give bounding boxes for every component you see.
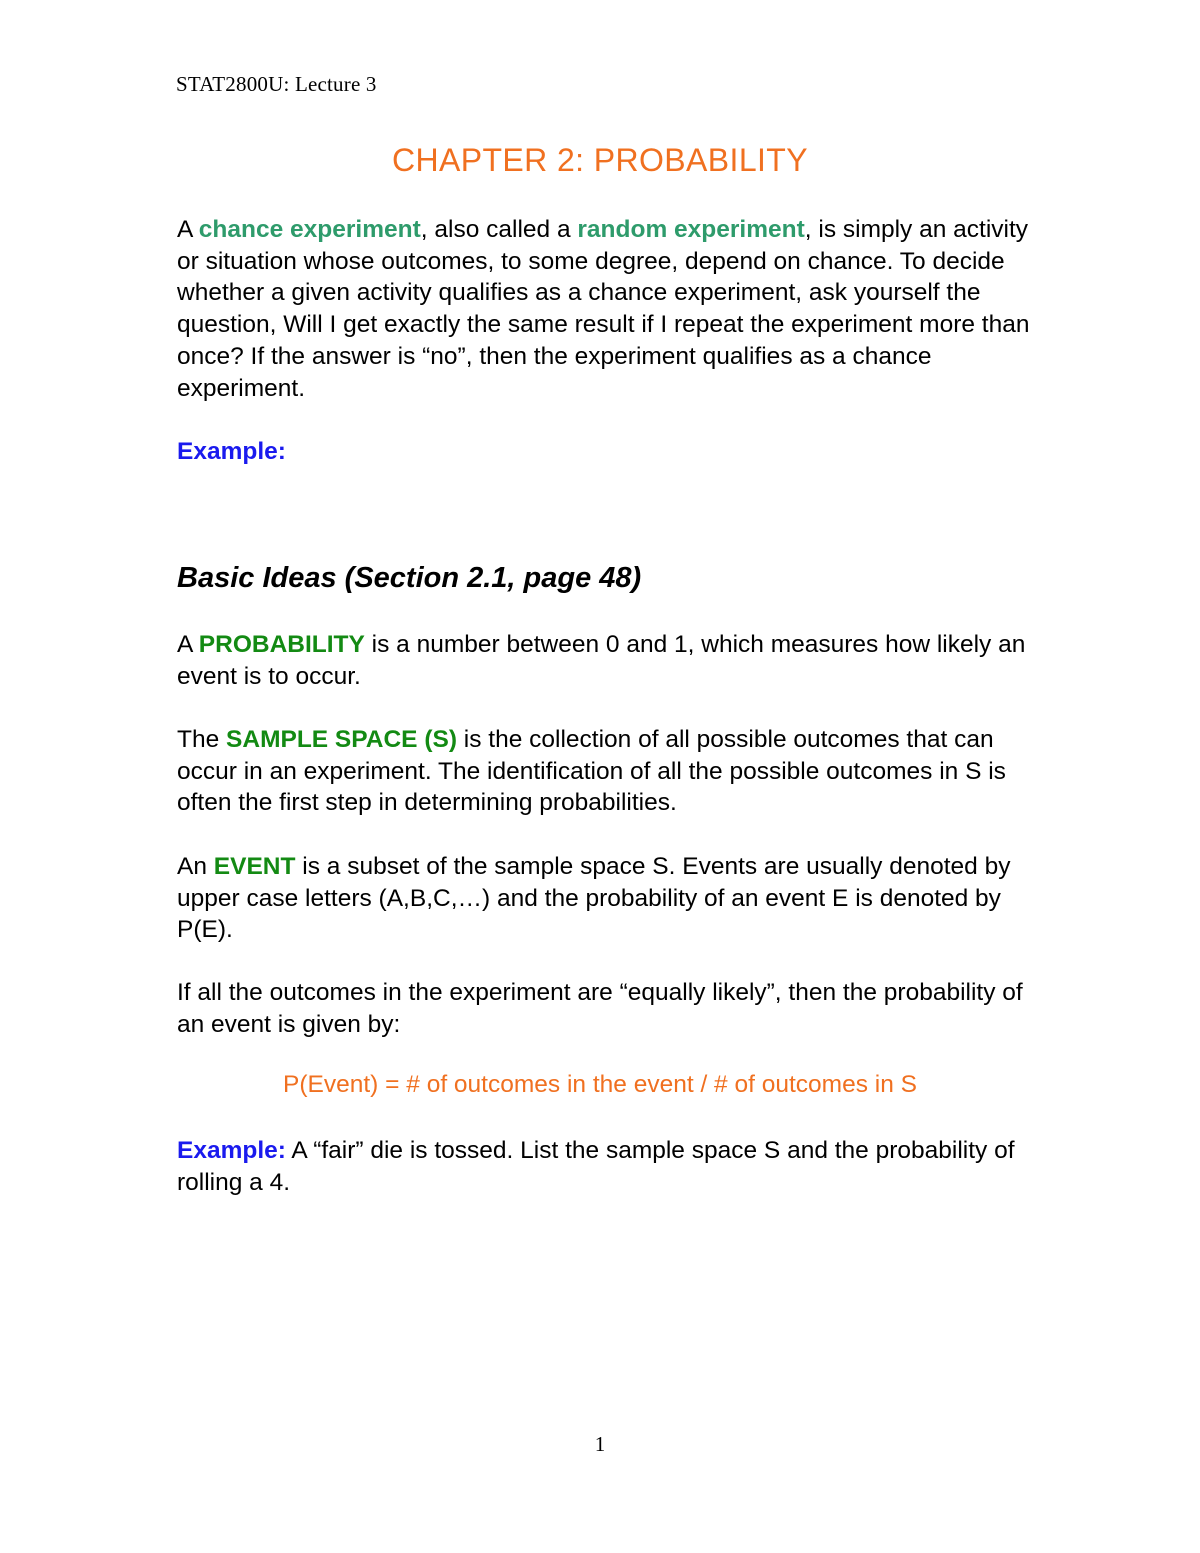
term-probability: PROBABILITY <box>198 631 365 658</box>
probability-text-1: A <box>177 631 199 658</box>
probability-formula: P(Event) = # of outcomes in the event / # of outcomes in S <box>283 1071 917 1098</box>
example-1-label: Example: <box>177 438 286 465</box>
term-chance-experiment: chance experiment <box>198 216 421 243</box>
section-heading: Basic Ideas (Section 2.1, page 48) <box>177 562 642 594</box>
intro-text-1: A <box>177 216 199 243</box>
running-header: STAT2800U: Lecture 3 <box>176 72 377 96</box>
sample-space-text-2: is the collection of all possible outcomes that can occur in an experiment. The identification of all the possible outcomes in S is often the first step in determining probabilities. <box>177 726 1006 817</box>
example-1 <box>177 436 1037 468</box>
chapter-title: CHAPTER 2: PROBABILITY <box>391 142 809 178</box>
term-sample-space: SAMPLE SPACE (S) <box>226 726 457 753</box>
event-definition <box>177 851 1037 946</box>
probability-text-2: is a number between 0 and 1, which measures how likely an event is to occur. <box>177 631 1026 690</box>
example-2-text: A “fair” die is tossed. List the sample space S and the probability of rolling a 4. <box>177 1137 1015 1196</box>
equally-likely-paragraph: If all the outcomes in the experiment are “equally likely”, then the probability of an event is given by: <box>177 979 1023 1038</box>
event-text-1: An <box>177 853 214 880</box>
event-text-2: is a subset of the sample space S. Events are usually denoted by upper case letters (A,B,C,…) and the probability of an event E is denoted by P(E). <box>177 853 1011 944</box>
term-event: EVENT <box>213 853 296 880</box>
sample-space-definition <box>177 724 1037 819</box>
intro-paragraph <box>177 214 1037 404</box>
intro-text-3: , is simply an activity or situation whose outcomes, to some degree, depend on chance. To decide whether a given activity qualifies as a chance experiment, ask yourself the question, Will I get exactly the same result if I repeat the experiment more than once? If the answer is “no”, then the experiment qualifies as a chance experiment. <box>177 216 1030 402</box>
intro-text-2: , also called a <box>420 216 578 243</box>
example-2-label: Example: <box>177 1137 286 1164</box>
probability-definition <box>177 629 1037 692</box>
example-2 <box>177 1135 1037 1198</box>
term-random-experiment: random experiment <box>577 216 805 243</box>
sample-space-text-1: The <box>177 726 227 753</box>
page-number: 1 <box>594 1432 606 1456</box>
